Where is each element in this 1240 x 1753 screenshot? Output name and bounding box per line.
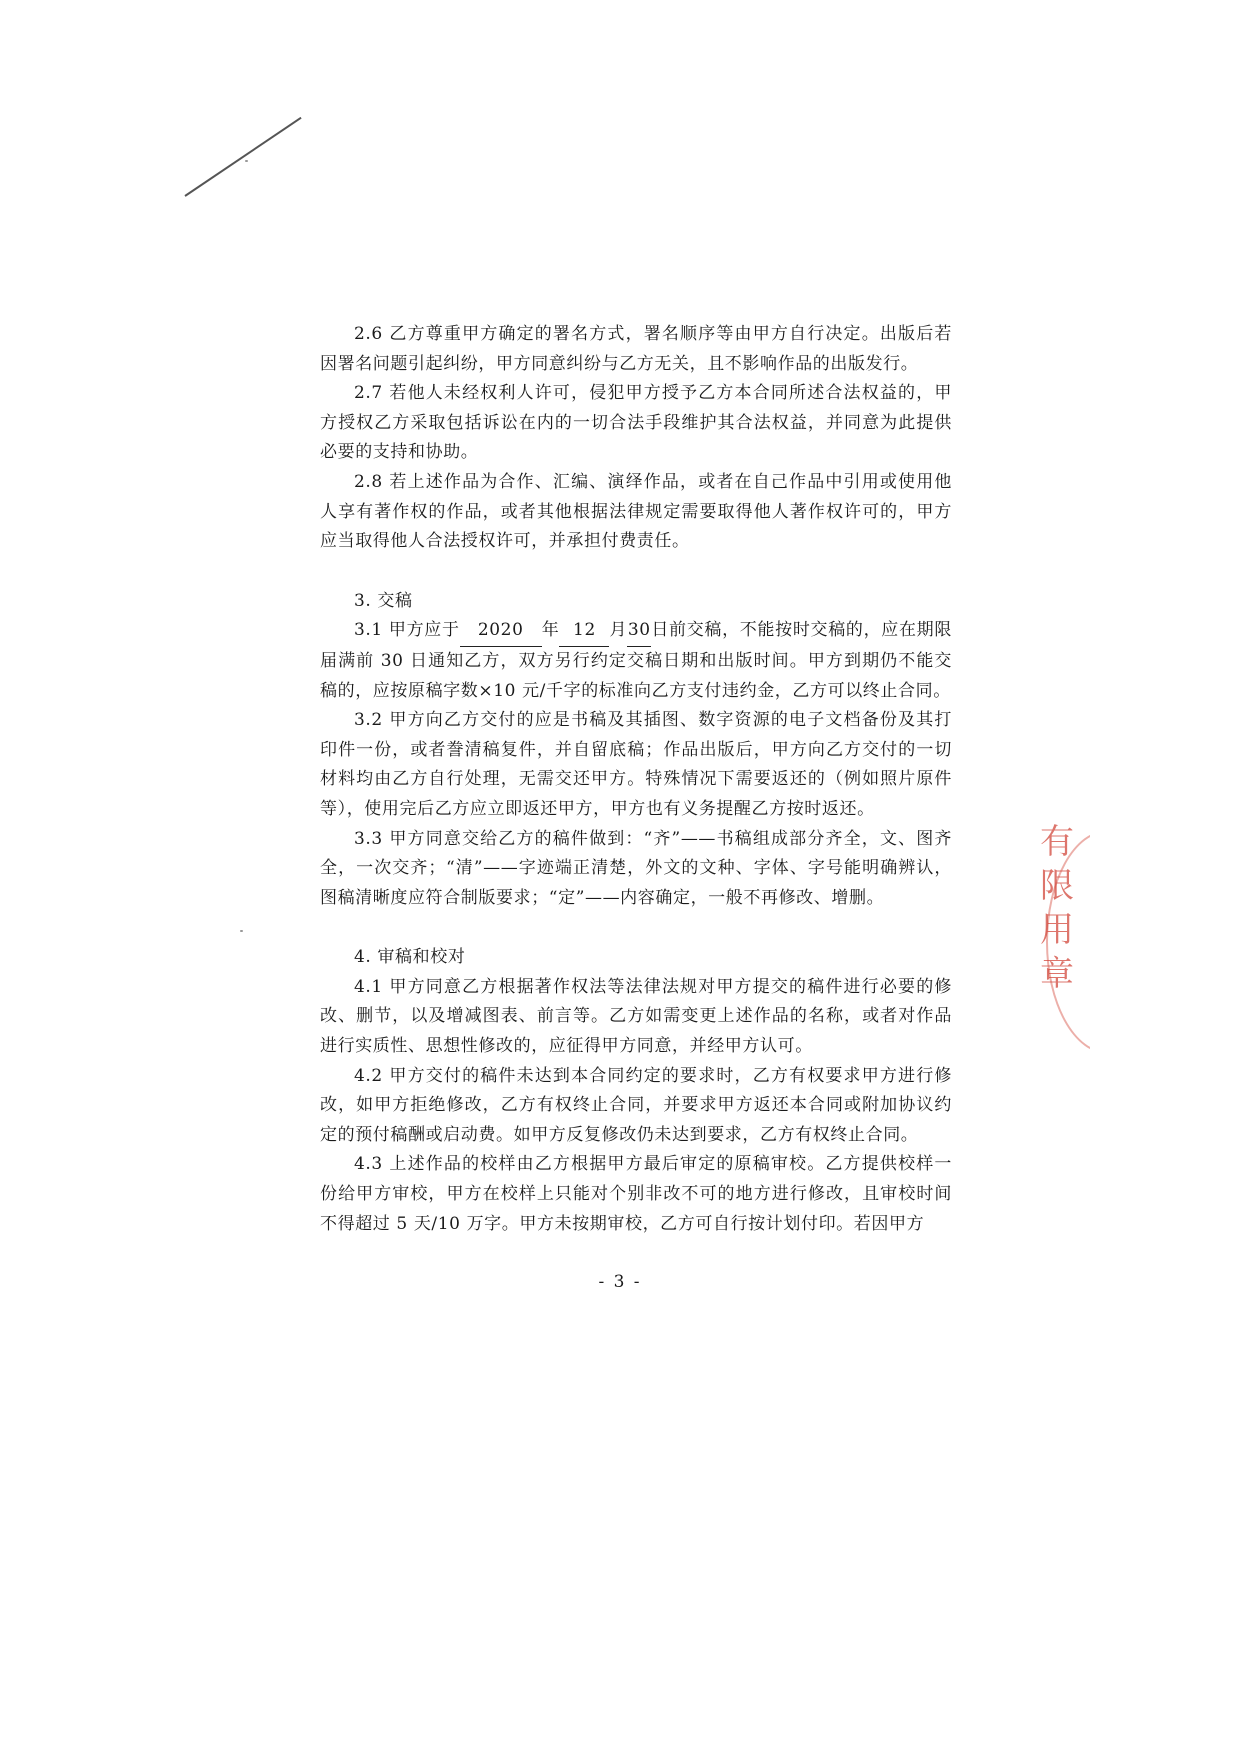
section-3-heading: 3. 交稿 bbox=[354, 590, 413, 611]
seal-characters bbox=[1040, 820, 1090, 996]
page-number: - 3 - bbox=[598, 1272, 642, 1292]
clause-3-1 bbox=[320, 616, 952, 706]
clause-2-8: 2.8 若上述作品为合作、汇编、演绎作品，或者在自己作品中引用或使用他人享有著作权的作品，或者其他根据法律规定需要取得他人著作权许可的，甲方应当取得他人合法授权许可，并承担付费责任。 bbox=[320, 471, 952, 552]
scan-speck bbox=[245, 160, 248, 162]
clause-3-2: 3.2 甲方向乙方交付的应是书稿及其插图、数字资源的电子文档备份及其打印件一份，或者誊清稿复件，并自留底稿；作品出版后，甲方向乙方交付的一切材料均由乙方自行处理，无需交还甲方。特殊情况下需要返还的（例如照片原件等），使用完后乙方应立即返还甲方，甲方也有义务提醒乙方按时返还。 bbox=[320, 710, 952, 819]
deadline-day: 30 bbox=[627, 616, 651, 647]
clause-3-1-rest: 日前交稿，不能按时交稿的，应在期限届满前 30 日通知乙方，双方另行约定交稿日期和出版时间。甲方到期仍不能交稿的，应按原稿字数×10 元/千字的标准向乙方支付违约金，乙方可以终止合同。 bbox=[320, 620, 952, 701]
clause-4-1: 4.1 甲方同意乙方根据著作权法等法律法规对甲方提交的稿件进行必要的修改、删节，以及增减图表、前言等。乙方如需变更上述作品的名称，或者对作品进行实质性、思想性修改的，应征得甲方同意，并经甲方认可。 bbox=[320, 976, 952, 1057]
clause-4-3: 4.3 上述作品的校样由乙方根据甲方最后审定的原稿审校。乙方提供校样一份给甲方审校，甲方在校样上只能对个别非改不可的地方进行修改，且审校时间不得超过 5 天/10 万字。甲方未按期审校，乙方可自行按计划付印。若因甲方 bbox=[320, 1154, 952, 1234]
seal-char: 用 bbox=[1040, 910, 1074, 950]
contract-body bbox=[320, 320, 952, 1239]
seal-char: 有 bbox=[1040, 822, 1074, 862]
clause-3-3: 3.3 甲方同意交给乙方的稿件做到：“齐”——书稿组成部分齐全，文、图齐全，一次交齐；“清”——字迹端正清楚，外文的文种、字体、字号能明确辨认，图稿清晰度应符合制版要求；“定”——内容确定，一般不再修改、增删。 bbox=[320, 828, 952, 908]
scan-speck bbox=[240, 930, 243, 932]
company-seal bbox=[1040, 820, 1090, 1060]
clause-3-1-prefix: 3.1 甲方应于 bbox=[354, 620, 460, 641]
clause-2-7: 2.7 若他人未经权利人许可，侵犯甲方授予乙方本合同所述合法权益的，甲方授权乙方采取包括诉讼在内的一切合法手段维护其合法权益，并同意为此提供必要的支持和协助。 bbox=[320, 383, 952, 463]
clause-4-2: 4.2 甲方交付的稿件未达到本合同约定的要求时，乙方有权要求甲方进行修改，如甲方拒绝修改，乙方有权终止合同，并要求甲方返还本合同或附加协议约定的预付稿酬或启动费。如甲方反复修改仍未达到要求，乙方有权终止合同。 bbox=[320, 1065, 952, 1145]
seal-char: 章 bbox=[1040, 954, 1074, 994]
year-label: 年 bbox=[541, 620, 560, 641]
fold-mark bbox=[184, 117, 301, 197]
month-label: 月 bbox=[609, 620, 628, 641]
clause-2-6: 2.6 乙方尊重甲方确定的署名方式，署名顺序等由甲方自行决定。出版后若因署名问题引起纠纷，甲方同意纠纷与乙方无关，且不影响作品的出版发行。 bbox=[320, 324, 952, 374]
seal-char: 限 bbox=[1040, 866, 1074, 906]
section-4-heading: 4. 审稿和校对 bbox=[354, 947, 466, 968]
deadline-month: 12 bbox=[559, 616, 609, 647]
deadline-year: 2020 bbox=[460, 616, 542, 647]
